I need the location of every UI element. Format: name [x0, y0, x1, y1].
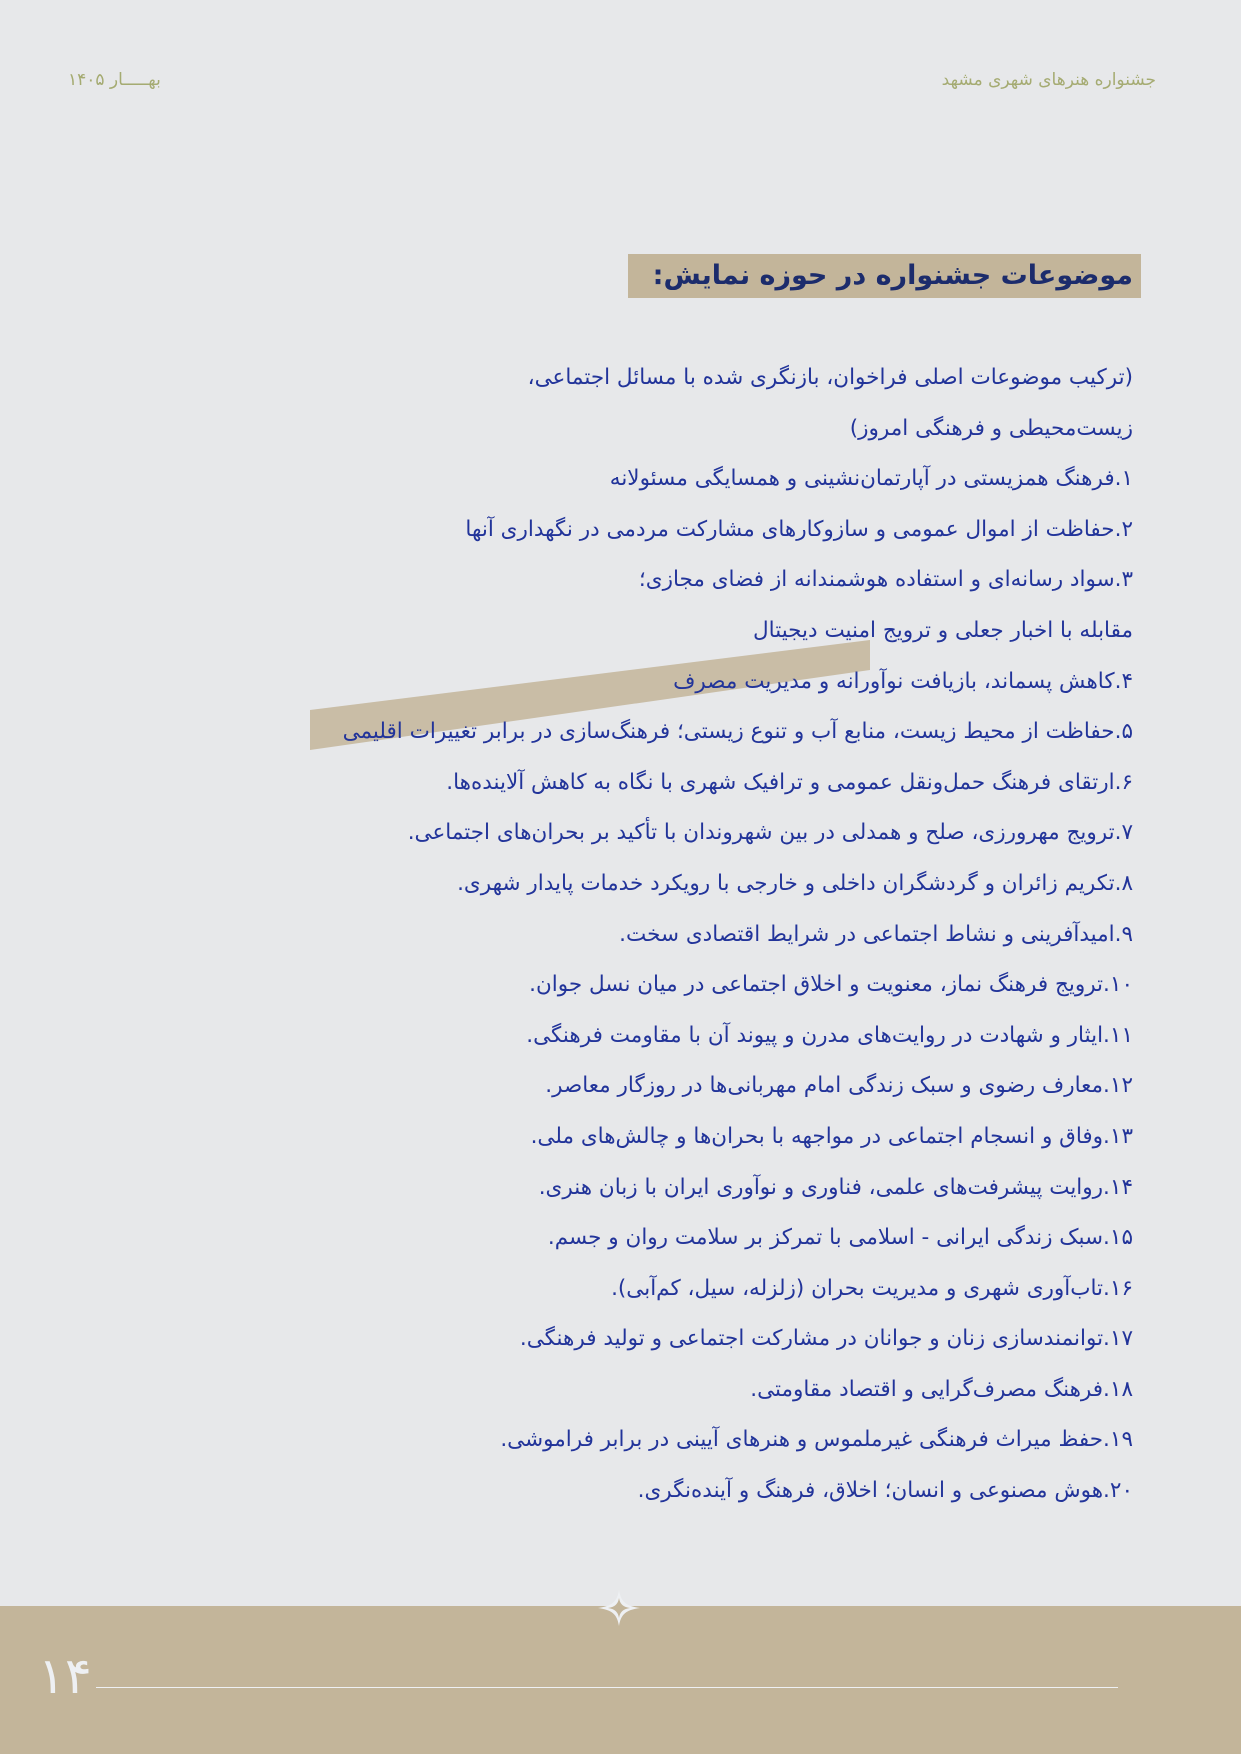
- topics-list: [133, 353, 1133, 1517]
- star-ornament-icon: [596, 1588, 642, 1628]
- topic-item: ۱۸.فرهنگ مصرف‌گرایی و اقتصاد مقاومتی.: [750, 1376, 1133, 1402]
- page-number: ۱۴: [38, 1647, 92, 1705]
- footer-band: [0, 1606, 1241, 1754]
- header-issue-date: بهـــــار ۱۴۰۵: [68, 70, 161, 90]
- topic-item: ۱۳.وفاق و انسجام اجتماعی در مواجهه با بحران‌ها و چالش‌های ملی.: [530, 1123, 1133, 1149]
- topic-item: ۲.حفاظت از اموال عمومی و سازوکارهای مشارکت مردمی در نگهداری آنها: [465, 516, 1133, 542]
- topic-item: ۵.حفاظت از محیط زیست، منابع آب و تنوع زیستی؛ فرهنگ‌سازی در برابر تغییرات اقلیمی: [342, 719, 1133, 745]
- topic-item: ۱۱.ایثار و شهادت در روایت‌های مدرن و پیوند آن با مقاومت فرهنگی.: [526, 1022, 1133, 1048]
- topic-item: ۷.ترویج مهرورزی، صلح و همدلی در بین شهروندان با تأکید بر بحران‌های اجتماعی.: [407, 820, 1133, 846]
- topic-item: ۸.تکریم زائران و گردشگران داخلی و خارجی با رویکرد خدمات پایدار شهری.: [457, 870, 1133, 896]
- topic-item: مقابله با اخبار جعلی و ترویج امنیت دیجیتال: [753, 617, 1133, 643]
- topic-item: ۴.کاهش پسماند، بازیافت نوآورانه و مدیریت مصرف: [673, 668, 1133, 694]
- topic-item: ۱.فرهنگ همزیستی در آپارتمان‌نشینی و همسایگی مسئولانه: [609, 466, 1133, 492]
- topic-item: ۱۹.حفظ میراث فرهنگی غیرملموس و هنرهای آیینی در برابر فراموشی.: [500, 1427, 1133, 1453]
- topic-item: ۶.ارتقای فرهنگ حمل‌ونقل عمومی و ترافیک شهری با نگاه به کاهش آلاینده‌ها.: [446, 769, 1133, 795]
- intro-line: زیست‌محیطی و فرهنگی امروز): [849, 415, 1133, 441]
- topic-item: ۱۲.معارف رضوی و سبک زندگی امام مهربانی‌ها در روزگار معاصر.: [545, 1073, 1133, 1099]
- footer-divider: [96, 1687, 1118, 1688]
- topic-item: ۳.سواد رسانه‌ای و استفاده هوشمندانه از فضای مجازی؛: [638, 567, 1133, 593]
- section-title: موضوعات جشنواره در حوزه نمایش:: [652, 260, 1133, 291]
- header-festival-name: جشنواره هنرهای شهری مشهد: [941, 70, 1156, 90]
- topic-item: ۱۴.روایت پیشرفت‌های علمی، فناوری و نوآوری ایران با زبان هنری.: [538, 1174, 1133, 1200]
- topic-item: ۱۵.سبک زندگی ایرانی - اسلامی با تمرکز بر سلامت روان و جسم.: [547, 1225, 1133, 1251]
- topic-item: ۹.امیدآفرینی و نشاط اجتماعی در شرایط اقتصادی سخت.: [619, 921, 1133, 947]
- topic-item: ۱۶.تاب‌آوری شهری و مدیریت بحران (زلزله، سیل، کم‌آبی).: [611, 1275, 1133, 1301]
- intro-line: (ترکیب موضوعات اصلی فراخوان، بازنگری شده با مسائل اجتماعی،: [527, 365, 1133, 390]
- topic-item: ۲۰.هوش مصنوعی و انسان؛ اخلاق، فرهنگ و آینده‌نگری.: [637, 1478, 1133, 1504]
- topic-item: ۱۰.ترویج فرهنگ نماز، معنویت و اخلاق اجتماعی در میان نسل جوان.: [529, 972, 1133, 998]
- topic-item: ۱۷.توانمندسازی زنان و جوانان در مشارکت اجتماعی و تولید فرهنگی.: [519, 1326, 1133, 1352]
